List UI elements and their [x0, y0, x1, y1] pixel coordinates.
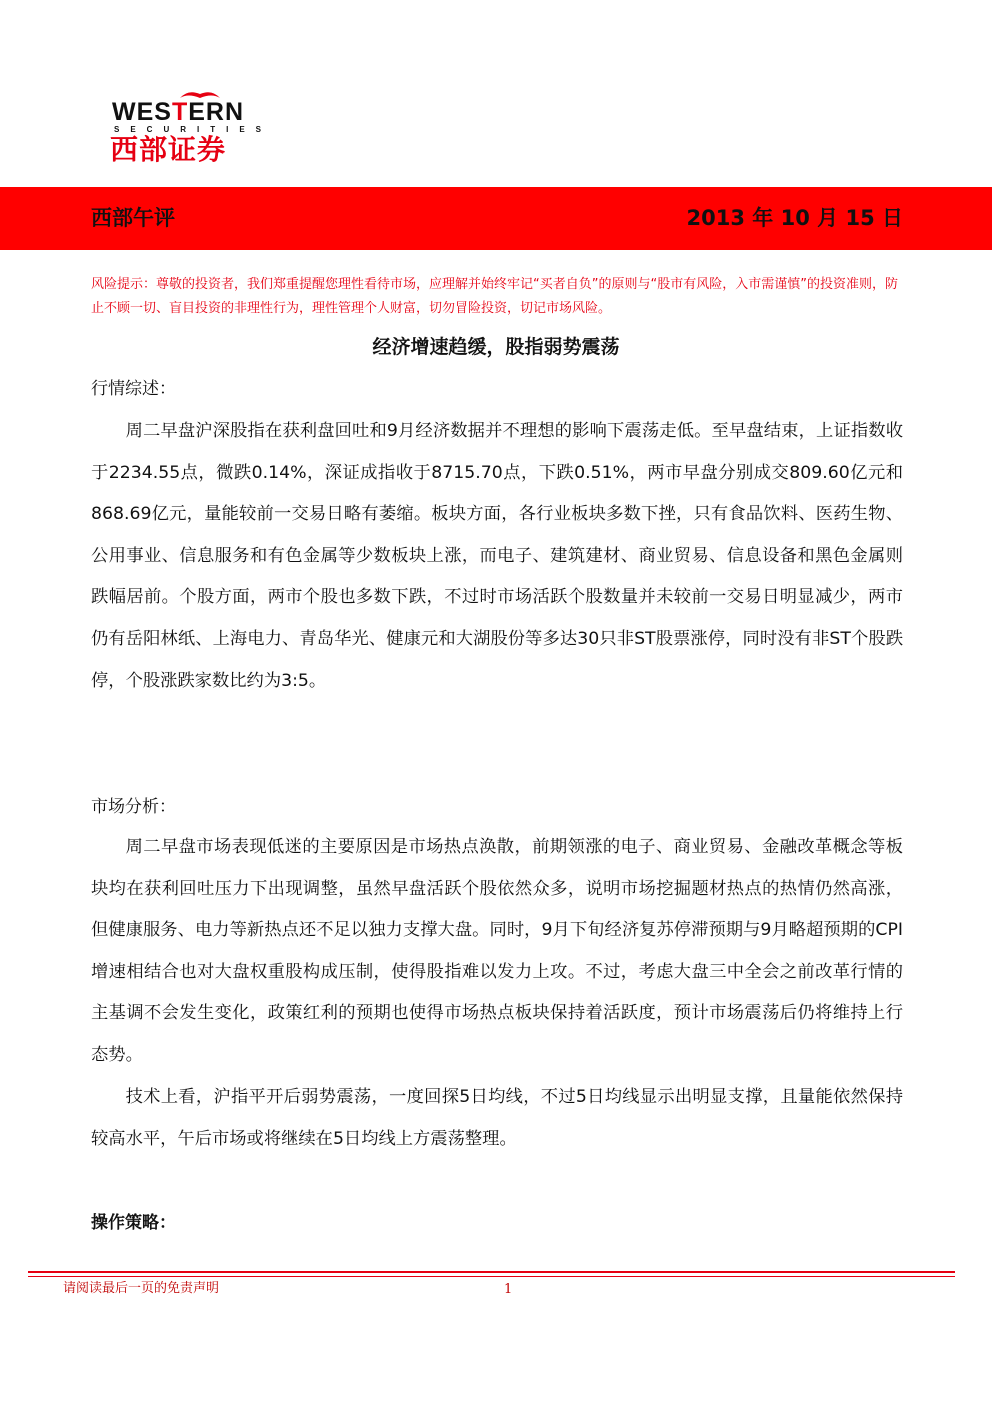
logo-subtitle: SECURITIES	[114, 125, 273, 134]
headline: 经济增速趋缓，股指弱势震荡	[372, 336, 620, 358]
overview-paragraph: 周二早盘沪深股指在获利盘回吐和9月经济数据并不理想的影响下震荡走低。至早盘结束，上证指数收于2234.55点，微跌0.14%，深证成指收于8715.70点，下跌0.51%，两市早盘分别成交809.60亿元和868.69亿元，量能较前一交易日略有萎缩。板块方面，各行业板块多数下挫，只有食品饮料、医药生物、公用事业、信息服务和有色金属等少数板块上涨，而电子、建筑建材、商业贸易、信息设备和黑色金属则跌幅居前。个股方面，两市个股也多数下跌，不过时市场活跃个股数量并未较前一交易日明显减少，两市仍有岳阳林纸、上海电力、青岛华光、健康元和大湖股份等多达30只非ST股票涨停，同时没有非ST个股跌停，个股涨跌家数比约为3:5。	[91, 421, 903, 691]
logo-english-text: WESTERN	[112, 98, 245, 126]
strategy-heading: 操作策略：	[91, 1213, 176, 1233]
risk-notice: 风险提示：尊敬的投资者，我们郑重提醒您理性看待市场，应理解并始终牢记“买者自负”的原则与“股市有风险，入市需谨慎”的投资准则，防止不顾一切、盲目投资的非理性行为，理性管理个人财富，切勿冒险投资，切记市场风险。	[91, 277, 898, 316]
report-date: 2013 年 10 月 15 日	[686, 206, 903, 230]
footer-divider-thin	[28, 1276, 955, 1277]
logo-chinese-text: 西部证券	[110, 133, 227, 166]
analysis-heading: 市场分析：	[91, 797, 176, 817]
footer-divider	[28, 1271, 955, 1273]
western-securities-logo	[108, 92, 288, 172]
analysis-paragraph-1: 周二早盘市场表现低迷的主要原因是市场热点涣散，前期领涨的电子、商业贸易、金融改革概念等板块均在获利回吐压力下出现调整，虽然早盘活跃个股依然众多，说明市场挖掘题材热点的热情仍然高涨，但健康服务、电力等新热点还不足以独力支撑大盘。同时，9月下旬经济复苏停滞预期与9月略超预期的CPI增速相结合也对大盘权重股构成压制，使得股指难以发力上攻。不过，考虑大盘三中全会之前改革行情的主基调不会发生变化，政策红利的预期也使得市场热点板块保持着活跃度，预计市场震荡后仍将维持上行态势。	[91, 837, 903, 1065]
overview-heading: 行情综述：	[91, 379, 176, 399]
analysis-paragraph-2: 技术上看，沪指平开后弱势震荡，一度回探5日均线，不过5日均线显示出明显支撑，且量能依然保持较高水平，午后市场或将继续在5日均线上方震荡整理。	[91, 1087, 903, 1149]
disclaimer-note: 请阅读最后一页的免责声明	[63, 1281, 220, 1296]
page-number: 1	[504, 1282, 513, 1297]
report-title: 西部午评	[91, 206, 175, 230]
